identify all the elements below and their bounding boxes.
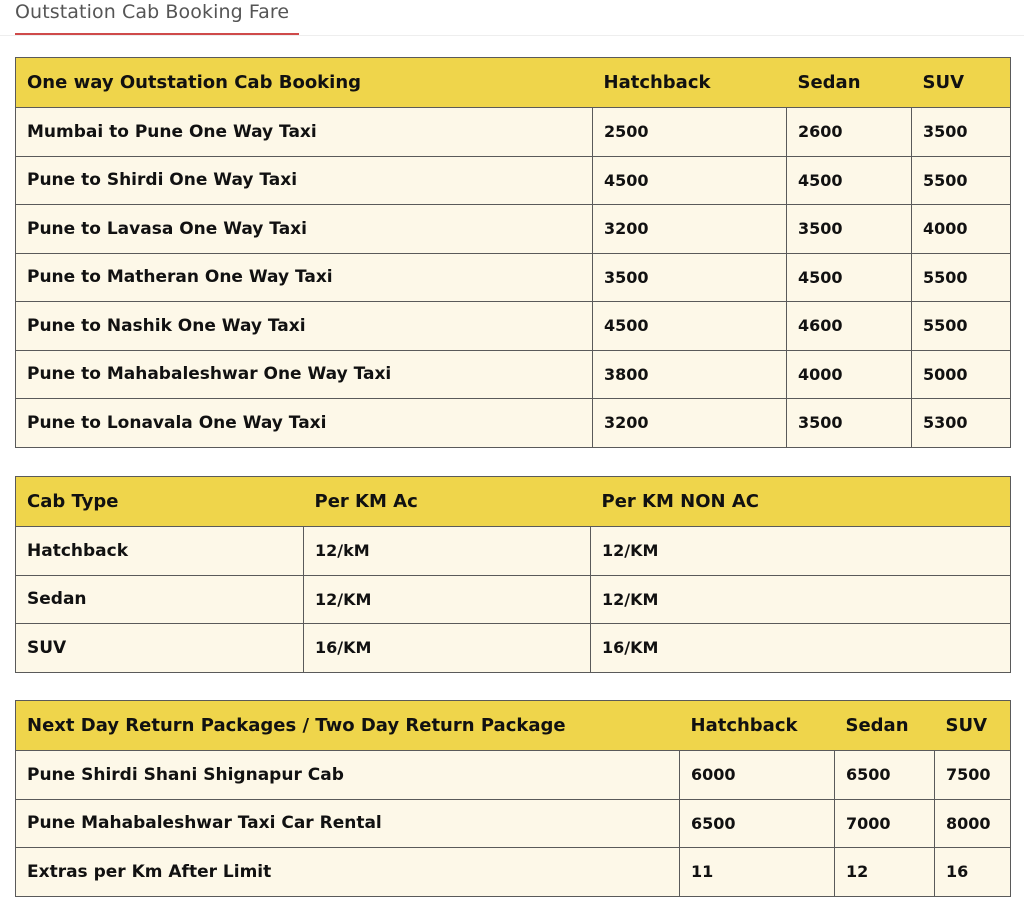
hatchback-fare-cell: 3800 [593, 350, 787, 399]
column-header-per-km-ac: Per KM Ac [304, 477, 591, 527]
route-cell: Pune to Shirdi One Way Taxi [16, 156, 593, 205]
route-cell: Pune to Lavasa One Way Taxi [16, 205, 593, 254]
table-row [16, 527, 1011, 576]
route-cell: Pune to Mahabaleshwar One Way Taxi [16, 350, 593, 399]
table-row [16, 350, 1011, 399]
route-cell: Pune to Lonavala One Way Taxi [16, 399, 593, 448]
route-cell: Pune to Nashik One Way Taxi [16, 302, 593, 351]
column-header-hatchback: Hatchback [680, 701, 835, 751]
table-row [16, 575, 1011, 624]
table-row [16, 399, 1011, 448]
hatchback-fare-cell: 3200 [593, 399, 787, 448]
table-row [16, 253, 1011, 302]
hatchback-fare-cell: 3500 [593, 253, 787, 302]
suv-fare-cell: 7500 [935, 751, 1011, 800]
package-cell: Pune Mahabaleshwar Taxi Car Rental [16, 799, 680, 848]
suv-fare-cell: 5300 [912, 399, 1011, 448]
route-cell: Pune to Matheran One Way Taxi [16, 253, 593, 302]
column-header-sedan: Sedan [835, 701, 935, 751]
one-way-fare-table [15, 57, 1011, 448]
hatchback-fare-cell: 6500 [680, 799, 835, 848]
sedan-fare-cell: 7000 [835, 799, 935, 848]
table-header-row [16, 58, 1011, 108]
column-header-sedan: Sedan [787, 58, 912, 108]
hatchback-fare-cell: 2500 [593, 108, 787, 157]
per-km-ac-cell: 12/KM [304, 575, 591, 624]
column-header-package: Next Day Return Packages / Two Day Return Package [16, 701, 680, 751]
hatchback-fare-cell: 4500 [593, 156, 787, 205]
sedan-fare-cell: 3500 [787, 205, 912, 254]
sedan-fare-cell: 4600 [787, 302, 912, 351]
suv-fare-cell: 16 [935, 848, 1011, 897]
sedan-fare-cell: 4000 [787, 350, 912, 399]
table-row [16, 848, 1011, 897]
table-row [16, 624, 1011, 673]
cab-type-cell: Hatchback [16, 527, 304, 576]
table-row [16, 108, 1011, 157]
per-km-non-ac-cell: 12/KM [591, 527, 1011, 576]
table-row [16, 205, 1011, 254]
suv-fare-cell: 5000 [912, 350, 1011, 399]
table-header-row [16, 477, 1011, 527]
sedan-fare-cell: 4500 [787, 253, 912, 302]
suv-fare-cell: 3500 [912, 108, 1011, 157]
suv-fare-cell: 4000 [912, 205, 1011, 254]
return-package-table [15, 700, 1011, 897]
sedan-fare-cell: 4500 [787, 156, 912, 205]
cab-type-cell: SUV [16, 624, 304, 673]
suv-fare-cell: 5500 [912, 253, 1011, 302]
sedan-fare-cell: 3500 [787, 399, 912, 448]
table-row [16, 751, 1011, 800]
column-header-per-km-non-ac: Per KM NON AC [591, 477, 1011, 527]
header-divider [0, 35, 1024, 36]
sedan-fare-cell: 12 [835, 848, 935, 897]
column-header-suv: SUV [935, 701, 1011, 751]
sedan-fare-cell: 6500 [835, 751, 935, 800]
package-cell: Extras per Km After Limit [16, 848, 680, 897]
page-header [0, 0, 1024, 36]
suv-fare-cell: 5500 [912, 302, 1011, 351]
table-row [16, 156, 1011, 205]
page-title: Outstation Cab Booking Fare [15, 1, 290, 23]
route-cell: Mumbai to Pune One Way Taxi [16, 108, 593, 157]
column-header-route: One way Outstation Cab Booking [16, 58, 593, 108]
per-km-non-ac-cell: 16/KM [591, 624, 1011, 673]
table-header-row [16, 701, 1011, 751]
per-km-ac-cell: 16/KM [304, 624, 591, 673]
sedan-fare-cell: 2600 [787, 108, 912, 157]
hatchback-fare-cell: 4500 [593, 302, 787, 351]
per-km-rate-table [15, 476, 1011, 673]
column-header-suv: SUV [912, 58, 1011, 108]
hatchback-fare-cell: 6000 [680, 751, 835, 800]
table-row [16, 302, 1011, 351]
hatchback-fare-cell: 3200 [593, 205, 787, 254]
suv-fare-cell: 8000 [935, 799, 1011, 848]
table-row [16, 799, 1011, 848]
column-header-hatchback: Hatchback [593, 58, 787, 108]
per-km-ac-cell: 12/kM [304, 527, 591, 576]
hatchback-fare-cell: 11 [680, 848, 835, 897]
suv-fare-cell: 5500 [912, 156, 1011, 205]
column-header-cab-type: Cab Type [16, 477, 304, 527]
cab-type-cell: Sedan [16, 575, 304, 624]
package-cell: Pune Shirdi Shani Shignapur Cab [16, 751, 680, 800]
per-km-non-ac-cell: 12/KM [591, 575, 1011, 624]
